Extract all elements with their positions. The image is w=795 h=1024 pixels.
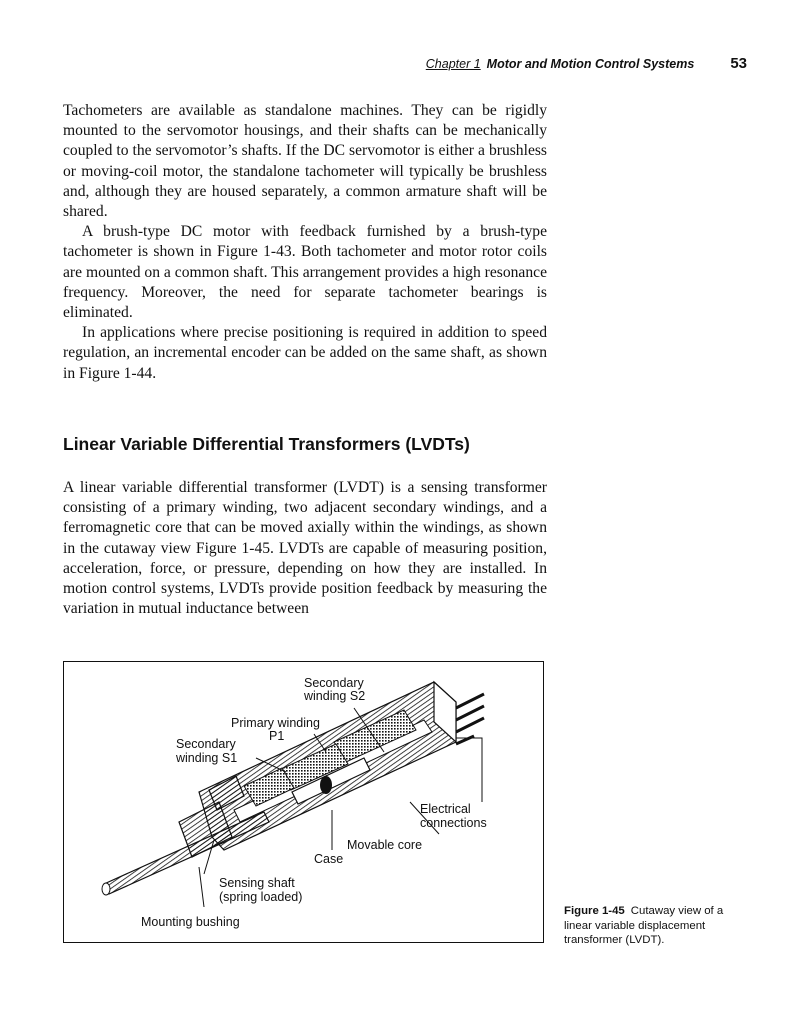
figure-number: Figure 1-45: [564, 905, 625, 917]
lvdt-cutaway-illustration: [64, 662, 542, 941]
paragraph: Tachometers are available as standalone machines. They can be rigidly mounted to the servomotor housings, and their shafts can be mechanically coupled to the servomotor’s shafts. If the DC servomotor is either a brushless or moving-coil motor, the standalone tachometer will typically be brushless and, although they are housed separately, a common armature shaft will be shared.: [63, 102, 547, 221]
label-electrical-line2: connections: [420, 816, 487, 830]
paragraph: In applications where precise positioning is required in addition to speed regulation, an incremental encoder can be added on the same shaft, as shown in Figure 1-44.: [63, 324, 547, 382]
running-header: [426, 55, 747, 75]
label-secondary-s1-line1: Secondary: [176, 737, 236, 751]
chapter-title: Motor and Motion Control Systems: [486, 57, 695, 71]
label-secondary-s2-line2: winding S2: [304, 689, 366, 703]
chapter-label: Chapter 1: [425, 57, 481, 71]
body-text-bottom: [63, 478, 547, 619]
body-text-top: [63, 101, 547, 384]
electrical-connection-wires: [456, 694, 484, 744]
label-sensing-line1: Sensing shaft: [219, 876, 295, 890]
label-primary-line1: Primary winding: [231, 716, 320, 730]
figure-caption: [564, 904, 754, 948]
figure-lvdt: [63, 661, 544, 943]
label-secondary-s2-line1: Secondary: [304, 676, 364, 690]
label-secondary-s1-line2: winding S1: [176, 751, 238, 765]
paragraph: A linear variable differential transformer (LVDT) is a sensing transformer consisting of a primary winding, two adjacent secondary windings, and a ferromagnetic core that can be moved axially within the windings, as shown in the cutaway view Figure 1-45. LVDTs are capable of measuring position, acceleration, force, or pressure, depending on how they are installed. In motion control systems, LVDTs provide position feedback by measuring the variation in mutual inductance between: [63, 479, 547, 618]
section-heading: Linear Variable Differential Transformers (LVDTs): [63, 434, 470, 454]
label-primary-line2: P1: [269, 729, 285, 743]
label-sensing-line2: (spring loaded): [219, 890, 303, 904]
label-electrical-line1: Electrical: [420, 802, 471, 816]
label-mounting-bushing: Mounting bushing: [141, 915, 240, 929]
page-number: 53: [730, 55, 747, 72]
figure-caption-text: Cutaway view of a linear variable displacement transformer (LVDT).: [564, 905, 724, 946]
paragraph: A brush-type DC motor with feedback furnished by a brush-type tachometer is shown in Figure 1-43. Both tachometer and motor rotor coils are mounted on a common shaft. This arrangement provides a high resonance frequency. Moreover, the need for separate tachometer bearings is eliminated.: [63, 223, 547, 322]
label-case: Case: [314, 852, 344, 866]
label-movable-core: Movable core: [347, 838, 423, 852]
